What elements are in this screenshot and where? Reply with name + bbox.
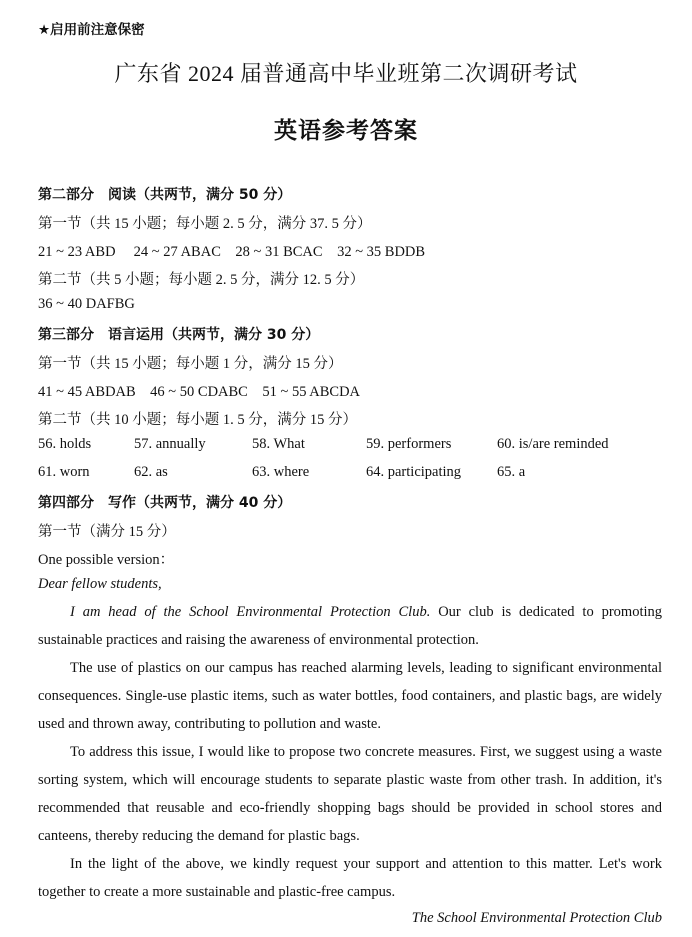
answer-57: 57. annually [134,436,206,452]
answer-64: 64. participating [366,464,462,480]
letter-greeting: Dear fellow students, [38,576,162,592]
document-title: 英语参考答案 [274,118,418,144]
answer-63: 63. where [252,464,310,480]
version-label: One possible version： [38,552,175,568]
answer-60: 60. is/are reminded [497,436,609,452]
exam-title: 广东省 2024 届普通高中毕业班第二次调研考试 [114,61,578,86]
answer-59: 59. performers [366,436,452,452]
confidential-notice: ★启用前注意保密 [38,22,145,38]
part2-heading: 第二部分 阅读（共两节，满分 50 分） [38,187,292,203]
letter-paragraph-3: To address this issue, I would like to propose two concrete measures. First, we suggest using a waste sorting system, which will encourage students to separate plastic waste from other trash. In addition, it's recommended that reusable and eco-friendly shopping bags should be provided in school stores and canteens, thereby reducing the demand for plastic bags. [38,744,662,844]
part2-section2-answers: 36 ~ 40 DAFBG [38,296,135,312]
part3-heading: 第三部分 语言运用（共两节，满分 30 分） [38,327,320,343]
part3-section2-heading: 第二节（共 10 小题；每小题 1. 5 分，满分 15 分） [38,412,357,428]
letter-paragraph-1-intro: I am head of the School Environmental Protection Club. [70,604,431,620]
part3-section1-answers: 41 ~ 45 ABDAB 46 ~ 50 CDABC 51 ~ 55 ABCDA [38,384,361,400]
answer-62: 62. as [134,464,168,480]
part2-section2-heading: 第二节（共 5 小题；每小题 2. 5 分，满分 12. 5 分） [38,272,365,288]
letter-paragraph-1 [38,598,662,654]
letter-paragraph-1-body: Our club is dedicated to promoting sustainable practices and raising the awareness of environmental protection. [38,604,663,648]
part2-section1-heading: 第一节（共 15 小题；每小题 2. 5 分，满分 37. 5 分） [38,216,372,232]
letter-paragraph-4: In the light of the above, we kindly request your support and attention to this matter. Let's work together to create a more sustainable and plastic-free campus. [38,856,662,900]
part2-section1-answers: 21 ~ 23 ABD 24 ~ 27 ABAC 28 ~ 31 BCAC 32 ~ 35 BDDB [38,244,426,260]
letter-signature: The School Environmental Protection Club [411,910,662,926]
answer-61: 61. worn [38,464,90,480]
letter-paragraph-2: The use of plastics on our campus has reached alarming levels, leading to significant environmental consequences. Single-use plastic items, such as water bottles, food containers, and plastic bags, are widely used and thrown away, contributing to pollution and waste. [38,660,662,732]
part4-heading: 第四部分 写作（共两节，满分 40 分） [38,495,292,511]
answer-65: 65. a [497,464,526,480]
part4-section1-heading: 第一节（满分 15 分） [38,524,176,540]
answer-56: 56. holds [38,436,92,452]
part3-section1-heading: 第一节（共 15 小题；每小题 1 分，满分 15 分） [38,356,343,372]
answer-58: 58. What [252,436,305,452]
